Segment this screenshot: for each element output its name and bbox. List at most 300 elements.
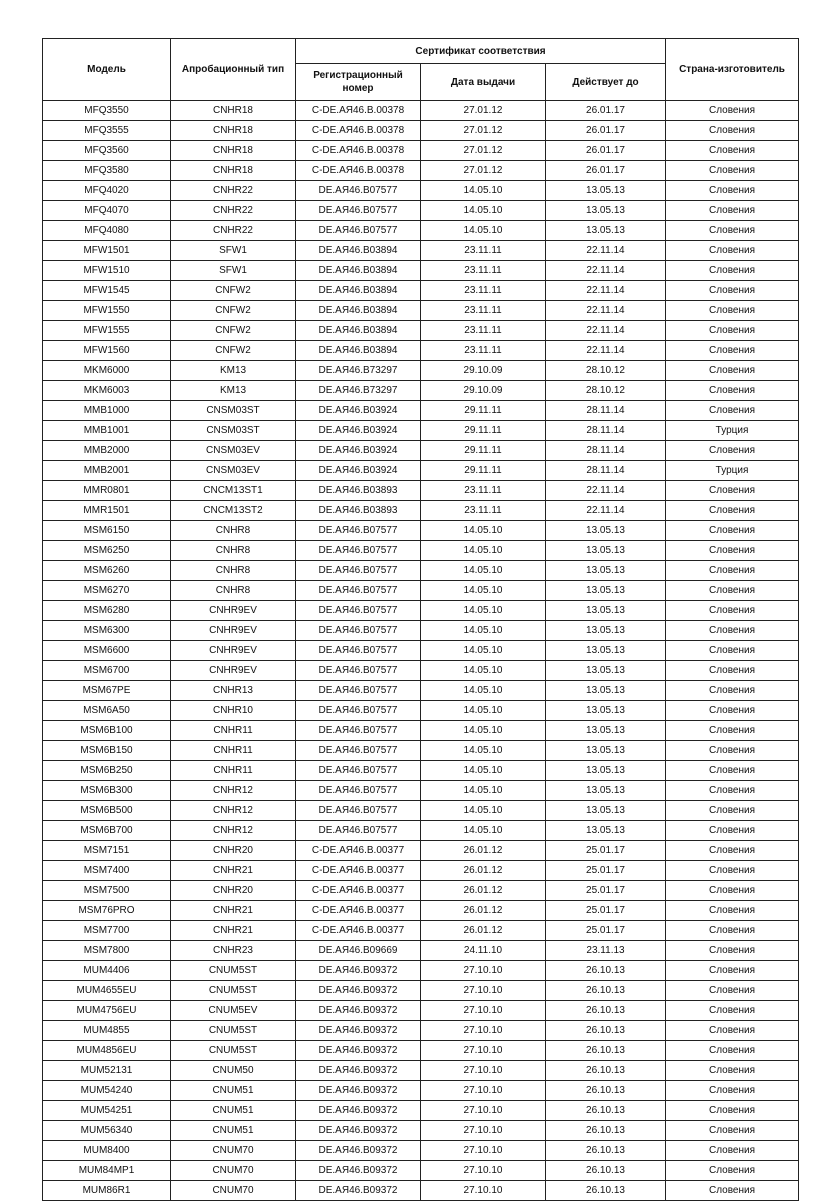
table-cell: DE.АЯ46.B09372 [296, 1141, 421, 1161]
table-cell: Словения [666, 1141, 799, 1161]
table-cell: DE.АЯ46.B07577 [296, 221, 421, 241]
table-cell: MUM56340 [43, 1121, 171, 1141]
table-cell: 27.10.10 [421, 961, 546, 981]
table-cell: CNHR8 [171, 541, 296, 561]
table-cell: DE.АЯ46.B03893 [296, 481, 421, 501]
table-cell: 25.01.17 [546, 901, 666, 921]
table-row [43, 981, 799, 1001]
table-cell: CNFW2 [171, 341, 296, 361]
table-cell: DE.АЯ46.B03894 [296, 261, 421, 281]
table-cell: CNFW2 [171, 321, 296, 341]
table-cell: 26.01.17 [546, 121, 666, 141]
table-cell: 25.01.17 [546, 841, 666, 861]
table-cell: 22.11.14 [546, 241, 666, 261]
table-cell: 22.11.14 [546, 281, 666, 301]
table-cell: MFQ4070 [43, 201, 171, 221]
table-cell: Словения [666, 781, 799, 801]
table-cell: 29.10.09 [421, 361, 546, 381]
table-cell: DE.АЯ46.B03894 [296, 341, 421, 361]
table-cell: 14.05.10 [421, 701, 546, 721]
table-cell: Словения [666, 1041, 799, 1061]
table-cell: 13.05.13 [546, 581, 666, 601]
table-cell: CNHR12 [171, 801, 296, 821]
table-cell: Словения [666, 1181, 799, 1201]
table-cell: 26.01.12 [421, 921, 546, 941]
table-cell: 23.11.11 [421, 501, 546, 521]
table-row [43, 1041, 799, 1061]
table-row [43, 1181, 799, 1201]
table-cell: 28.11.14 [546, 401, 666, 421]
table-cell: CNCM13ST1 [171, 481, 296, 501]
table-cell: MSM7151 [43, 841, 171, 861]
table-cell: 14.05.10 [421, 621, 546, 641]
table-row [43, 541, 799, 561]
table-cell: MFQ3555 [43, 121, 171, 141]
table-cell: 22.11.14 [546, 261, 666, 281]
table-cell: C-DE.АЯ46.B.00378 [296, 101, 421, 121]
table-cell: Словения [666, 1081, 799, 1101]
table-cell: 26.01.17 [546, 101, 666, 121]
table-cell: 28.11.14 [546, 441, 666, 461]
table-cell: DE.АЯ46.B07577 [296, 661, 421, 681]
table-cell: Словения [666, 341, 799, 361]
table-cell: MSM76PRO [43, 901, 171, 921]
table-cell: 23.11.11 [421, 341, 546, 361]
table-cell: MFQ3550 [43, 101, 171, 121]
table-cell: MSM6280 [43, 601, 171, 621]
table-cell: DE.АЯ46.B09372 [296, 1041, 421, 1061]
table-cell: 29.11.11 [421, 461, 546, 481]
table-row [43, 521, 799, 541]
table-cell: 13.05.13 [546, 221, 666, 241]
table-row [43, 1021, 799, 1041]
table-cell: CNHR9EV [171, 621, 296, 641]
table-cell: 13.05.13 [546, 181, 666, 201]
table-cell: DE.АЯ46.B09372 [296, 961, 421, 981]
table-row [43, 461, 799, 481]
table-cell: DE.АЯ46.B03894 [296, 321, 421, 341]
table-cell: Словения [666, 921, 799, 941]
table-cell: MFW1560 [43, 341, 171, 361]
table-cell: Словения [666, 121, 799, 141]
table-cell: Словения [666, 641, 799, 661]
table-cell: MSM7400 [43, 861, 171, 881]
table-cell: 29.11.11 [421, 421, 546, 441]
table-cell: Словения [666, 941, 799, 961]
table-cell: CNUM51 [171, 1121, 296, 1141]
table-cell: MFQ3580 [43, 161, 171, 181]
table-cell: 27.10.10 [421, 1081, 546, 1101]
table-cell: 14.05.10 [421, 721, 546, 741]
table-cell: DE.АЯ46.B07577 [296, 561, 421, 581]
table-cell: MSM6150 [43, 521, 171, 541]
table-cell: 29.11.11 [421, 441, 546, 461]
table-row [43, 141, 799, 161]
table-cell: 26.10.13 [546, 981, 666, 1001]
table-cell: Словения [666, 281, 799, 301]
table-cell: Словения [666, 661, 799, 681]
table-cell: DE.АЯ46.B07577 [296, 681, 421, 701]
table-cell: 13.05.13 [546, 641, 666, 661]
table-cell: Словения [666, 261, 799, 281]
header-reg-number: Регистрационный номер [296, 64, 421, 101]
table-cell: 28.10.12 [546, 381, 666, 401]
table-cell: 26.10.13 [546, 961, 666, 981]
header-issue-date: Дата выдачи [421, 64, 546, 101]
table-row [43, 821, 799, 841]
table-row [43, 961, 799, 981]
table-cell: 27.01.12 [421, 101, 546, 121]
table-cell: 27.01.12 [421, 141, 546, 161]
table-cell: 22.11.14 [546, 501, 666, 521]
table-cell: DE.АЯ46.B09372 [296, 1001, 421, 1021]
table-row [43, 441, 799, 461]
table-row [43, 321, 799, 341]
table-cell: CNUM51 [171, 1101, 296, 1121]
table-cell: SFW1 [171, 241, 296, 261]
table-cell: MUM54240 [43, 1081, 171, 1101]
table-cell: Словения [666, 401, 799, 421]
table-cell: CNHR21 [171, 861, 296, 881]
table-cell: 13.05.13 [546, 541, 666, 561]
table-cell: DE.АЯ46.B09372 [296, 1161, 421, 1181]
header-model: Модель [43, 39, 171, 101]
table-header [43, 39, 799, 101]
table-cell: CNHR12 [171, 781, 296, 801]
table-cell: MMR0801 [43, 481, 171, 501]
table-cell: Словения [666, 301, 799, 321]
table-row [43, 781, 799, 801]
table-cell: 26.10.13 [546, 1121, 666, 1141]
table-cell: CNHR21 [171, 921, 296, 941]
table-cell: 14.05.10 [421, 801, 546, 821]
table-cell: Словения [666, 841, 799, 861]
table-cell: 27.10.10 [421, 1061, 546, 1081]
table-cell: MUM84MP1 [43, 1161, 171, 1181]
table-cell: 14.05.10 [421, 681, 546, 701]
table-cell: Словения [666, 101, 799, 121]
table-row [43, 1161, 799, 1181]
table-cell: CNHR18 [171, 101, 296, 121]
table-row [43, 421, 799, 441]
table-cell: Словения [666, 521, 799, 541]
table-cell: 29.11.11 [421, 401, 546, 421]
table-row [43, 281, 799, 301]
table-cell: DE.АЯ46.B09372 [296, 1061, 421, 1081]
table-cell: Словения [666, 181, 799, 201]
table-cell: DE.АЯ46.B07577 [296, 741, 421, 761]
table-cell: DE.АЯ46.B07577 [296, 201, 421, 221]
table-cell: Словения [666, 1021, 799, 1041]
table-cell: 27.10.10 [421, 1001, 546, 1021]
table-row [43, 101, 799, 121]
table-cell: MUM4855 [43, 1021, 171, 1041]
table-cell: C-DE.АЯ46.B.00378 [296, 121, 421, 141]
table-cell: DE.АЯ46.B03924 [296, 461, 421, 481]
table-cell: SFW1 [171, 261, 296, 281]
table-cell: DE.АЯ46.B09372 [296, 1121, 421, 1141]
table-cell: DE.АЯ46.B07577 [296, 761, 421, 781]
table-cell: CNFW2 [171, 281, 296, 301]
table-cell: CNHR21 [171, 901, 296, 921]
table-cell: CNSM03ST [171, 401, 296, 421]
table-cell: 26.01.12 [421, 861, 546, 881]
table-cell: CNHR23 [171, 941, 296, 961]
table-cell: Словения [666, 1101, 799, 1121]
table-cell: 13.05.13 [546, 741, 666, 761]
table-cell: 28.10.12 [546, 361, 666, 381]
table-cell: MSM67PE [43, 681, 171, 701]
table-cell: 13.05.13 [546, 701, 666, 721]
table-cell: Словения [666, 1061, 799, 1081]
table-cell: 13.05.13 [546, 601, 666, 621]
table-cell: Словения [666, 321, 799, 341]
table-row [43, 221, 799, 241]
table-row [43, 161, 799, 181]
table-cell: CNHR11 [171, 761, 296, 781]
table-row [43, 721, 799, 741]
table-cell: Словения [666, 501, 799, 521]
table-cell: CNHR11 [171, 721, 296, 741]
table-cell: CNHR20 [171, 841, 296, 861]
table-row [43, 841, 799, 861]
table-cell: 23.11.11 [421, 301, 546, 321]
table-cell: 23.11.11 [421, 481, 546, 501]
table-cell: CNUM5EV [171, 1001, 296, 1021]
table-cell: 22.11.14 [546, 301, 666, 321]
table-row [43, 181, 799, 201]
table-cell: Турция [666, 421, 799, 441]
table-cell: MMR1501 [43, 501, 171, 521]
table-cell: Словения [666, 681, 799, 701]
table-row [43, 121, 799, 141]
table-cell: MFQ4020 [43, 181, 171, 201]
table-cell: MSM6B150 [43, 741, 171, 761]
table-cell: DE.АЯ46.B07577 [296, 721, 421, 741]
table-cell: 13.05.13 [546, 621, 666, 641]
table-cell: DE.АЯ46.B07577 [296, 521, 421, 541]
table-cell: 14.05.10 [421, 821, 546, 841]
table-cell: MSM6700 [43, 661, 171, 681]
table-cell: MUM54251 [43, 1101, 171, 1121]
table-cell: Словения [666, 741, 799, 761]
table-row [43, 921, 799, 941]
table-cell: 23.11.11 [421, 261, 546, 281]
table-cell: DE.АЯ46.B03924 [296, 401, 421, 421]
table-cell: Словения [666, 561, 799, 581]
table-row [43, 1121, 799, 1141]
table-cell: Словения [666, 761, 799, 781]
table-cell: MSM7800 [43, 941, 171, 961]
table-cell: 27.10.10 [421, 1041, 546, 1061]
table-cell: 14.05.10 [421, 581, 546, 601]
table-row [43, 1141, 799, 1161]
table-cell: CNHR18 [171, 141, 296, 161]
table-cell: 14.05.10 [421, 761, 546, 781]
table-cell: CNHR10 [171, 701, 296, 721]
table-cell: CNHR12 [171, 821, 296, 841]
table-cell: DE.АЯ46.B07577 [296, 541, 421, 561]
table-cell: CNHR9EV [171, 641, 296, 661]
table-cell: CNHR20 [171, 881, 296, 901]
table-cell: CNHR9EV [171, 661, 296, 681]
table-cell: 14.05.10 [421, 561, 546, 581]
table-cell: 14.05.10 [421, 221, 546, 241]
table-cell: 14.05.10 [421, 661, 546, 681]
table-cell: DE.АЯ46.B07577 [296, 701, 421, 721]
table-cell: MSM6B250 [43, 761, 171, 781]
table-cell: 14.05.10 [421, 541, 546, 561]
table-cell: KM13 [171, 381, 296, 401]
table-cell: Словения [666, 601, 799, 621]
table-row [43, 601, 799, 621]
table-cell: 26.10.13 [546, 1001, 666, 1021]
table-cell: 26.10.13 [546, 1181, 666, 1201]
table-cell: C-DE.АЯ46.B.00378 [296, 141, 421, 161]
table-cell: 22.11.14 [546, 481, 666, 501]
table-cell: MUM4406 [43, 961, 171, 981]
table-cell: DE.АЯ46.B07577 [296, 581, 421, 601]
table-cell: 14.05.10 [421, 521, 546, 541]
table-cell: MKM6000 [43, 361, 171, 381]
table-cell: MFW1550 [43, 301, 171, 321]
table-cell: 13.05.13 [546, 521, 666, 541]
table-cell: 23.11.13 [546, 941, 666, 961]
table-cell: CNSM03EV [171, 461, 296, 481]
table-cell: 28.11.14 [546, 421, 666, 441]
table-row [43, 701, 799, 721]
table-cell: MSM6300 [43, 621, 171, 641]
table-cell: CNUM51 [171, 1081, 296, 1101]
table-cell: CNCM13ST2 [171, 501, 296, 521]
table-cell: DE.АЯ46.B09372 [296, 1021, 421, 1041]
table-cell: DE.АЯ46.B09372 [296, 1101, 421, 1121]
table-cell: 13.05.13 [546, 721, 666, 741]
table-cell: Словения [666, 221, 799, 241]
table-cell: CNUM70 [171, 1161, 296, 1181]
table-cell: MSM6250 [43, 541, 171, 561]
table-cell: DE.АЯ46.B03894 [296, 281, 421, 301]
table-cell: MSM7700 [43, 921, 171, 941]
table-cell: MFQ4080 [43, 221, 171, 241]
table-cell: 26.01.12 [421, 841, 546, 861]
table-cell: 26.10.13 [546, 1101, 666, 1121]
table-cell: DE.АЯ46.B07577 [296, 601, 421, 621]
table-cell: DE.АЯ46.B73297 [296, 361, 421, 381]
table-cell: MUM52131 [43, 1061, 171, 1081]
table-cell: DE.АЯ46.B73297 [296, 381, 421, 401]
table-cell: C-DE.АЯ46.B.00377 [296, 861, 421, 881]
table-cell: 27.01.12 [421, 161, 546, 181]
table-cell: Словения [666, 1161, 799, 1181]
table-cell: CNUM5ST [171, 981, 296, 1001]
table-cell: 25.01.17 [546, 881, 666, 901]
table-cell: MMB2001 [43, 461, 171, 481]
table-cell: MUM4756EU [43, 1001, 171, 1021]
table-cell: MFW1501 [43, 241, 171, 261]
table-cell: CNHR22 [171, 221, 296, 241]
table-cell: Словения [666, 901, 799, 921]
table-cell: CNHR8 [171, 521, 296, 541]
table-row [43, 381, 799, 401]
table-cell: 26.01.17 [546, 141, 666, 161]
table-row [43, 561, 799, 581]
table-cell: Словения [666, 201, 799, 221]
table-row [43, 861, 799, 881]
table-cell: MSM7500 [43, 881, 171, 901]
table-cell: C-DE.АЯ46.B.00377 [296, 901, 421, 921]
table-row [43, 801, 799, 821]
table-cell: CNUM5ST [171, 961, 296, 981]
table-cell: MMB1001 [43, 421, 171, 441]
table-cell: 13.05.13 [546, 801, 666, 821]
table-cell: MUM86R1 [43, 1181, 171, 1201]
table-cell: DE.АЯ46.B07577 [296, 801, 421, 821]
table-cell: Словения [666, 961, 799, 981]
table-cell: DE.АЯ46.B09372 [296, 981, 421, 1001]
table-cell: 27.10.10 [421, 981, 546, 1001]
table-cell: CNUM5ST [171, 1041, 296, 1061]
table-cell: 13.05.13 [546, 201, 666, 221]
table-cell: Словения [666, 701, 799, 721]
table-cell: MSM6A50 [43, 701, 171, 721]
table-cell: C-DE.АЯ46.B.00377 [296, 881, 421, 901]
table-cell: CNSM03EV [171, 441, 296, 461]
table-cell: Словения [666, 1001, 799, 1021]
table-row [43, 241, 799, 261]
table-cell: 27.10.10 [421, 1121, 546, 1141]
table-cell: Словения [666, 1121, 799, 1141]
table-cell: 24.11.10 [421, 941, 546, 961]
table-cell: MFW1555 [43, 321, 171, 341]
table-cell: DE.АЯ46.B09372 [296, 1181, 421, 1201]
table-cell: MSM6600 [43, 641, 171, 661]
table-cell: 26.10.13 [546, 1161, 666, 1181]
table-row [43, 1081, 799, 1101]
table-row [43, 481, 799, 501]
table-cell: DE.АЯ46.B07577 [296, 821, 421, 841]
table-row [43, 501, 799, 521]
header-certificate-group: Сертификат соответствия [296, 39, 666, 64]
table-cell: MFQ3560 [43, 141, 171, 161]
table-row [43, 401, 799, 421]
header-approbation-type: Апробационный тип [171, 39, 296, 101]
table-cell: CNHR8 [171, 561, 296, 581]
table-cell: MKM6003 [43, 381, 171, 401]
table-cell: CNUM5ST [171, 1021, 296, 1041]
table-cell: MFW1545 [43, 281, 171, 301]
table-body [43, 101, 799, 1201]
table-cell: CNFW2 [171, 301, 296, 321]
table-cell: 26.10.13 [546, 1141, 666, 1161]
table-cell: 14.05.10 [421, 181, 546, 201]
table-cell: MSM6260 [43, 561, 171, 581]
table-cell: 22.11.14 [546, 321, 666, 341]
table-cell: 29.10.09 [421, 381, 546, 401]
header-valid-until: Действует до [546, 64, 666, 101]
table-cell: MUM8400 [43, 1141, 171, 1161]
table-row [43, 881, 799, 901]
table-cell: 25.01.17 [546, 861, 666, 881]
table-cell: CNHR22 [171, 201, 296, 221]
table-row [43, 661, 799, 681]
table-cell: Словения [666, 361, 799, 381]
table-cell: 26.01.12 [421, 881, 546, 901]
table-cell: DE.АЯ46.B09372 [296, 1081, 421, 1101]
table-cell: 27.10.10 [421, 1141, 546, 1161]
table-cell: 27.10.10 [421, 1161, 546, 1181]
table-cell: 27.10.10 [421, 1181, 546, 1201]
